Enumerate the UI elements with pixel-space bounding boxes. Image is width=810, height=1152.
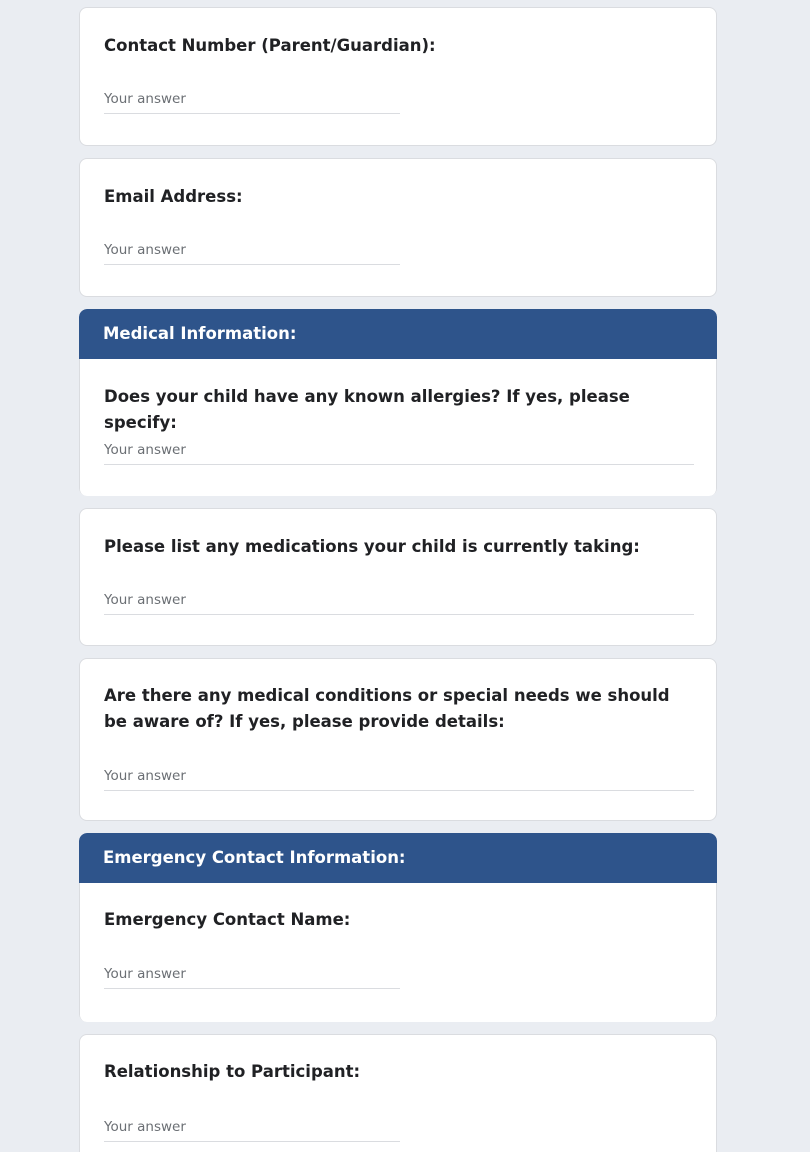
- email-input[interactable]: Your answer: [104, 242, 400, 265]
- question-card-contact-number: [79, 7, 717, 146]
- conditions-input[interactable]: Your answer: [104, 768, 694, 791]
- section-card-medical: [79, 309, 717, 496]
- relationship-input[interactable]: Your answer: [104, 1119, 400, 1142]
- contact-number-input[interactable]: Your answer: [104, 91, 400, 114]
- question-card-medications: [79, 508, 717, 646]
- section-card-emergency: [79, 833, 717, 1022]
- emergency-name-input[interactable]: Your answer: [104, 966, 400, 989]
- question-label: Contact Number (Parent/Guardian):: [104, 36, 436, 55]
- question-card-conditions: [79, 658, 717, 821]
- section-title: Emergency Contact Information:: [79, 833, 717, 883]
- section-title: Medical Information:: [79, 309, 717, 359]
- question-card-email: [79, 158, 717, 297]
- question-label: Does your child have any known allergies? If yes, please specify:: [104, 387, 630, 432]
- question-label: Email Address:: [104, 187, 243, 206]
- question-label: Relationship to Participant:: [104, 1062, 361, 1081]
- question-label: Emergency Contact Name:: [104, 910, 351, 929]
- question-card-relationship: [79, 1034, 717, 1152]
- question-label: Please list any medications your child is currently taking:: [104, 537, 640, 556]
- medications-input[interactable]: Your answer: [104, 592, 694, 615]
- allergies-input[interactable]: Your answer: [104, 442, 694, 465]
- question-label: Are there any medical conditions or special needs we should be aware of? If yes, please provide details:: [104, 686, 670, 731]
